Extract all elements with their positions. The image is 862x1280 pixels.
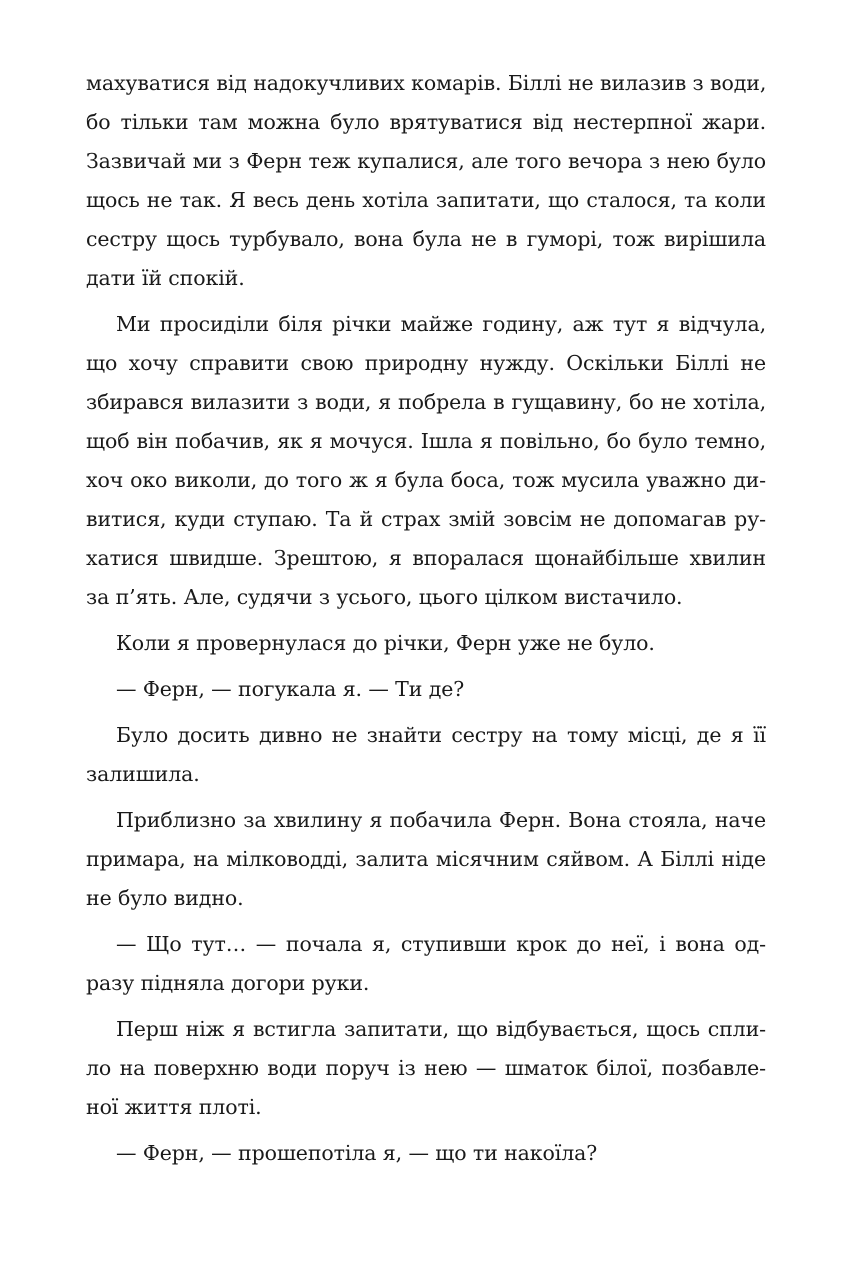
text-line: залишила. [86, 762, 200, 786]
text-line: збирався вилазити з води, я побрела в гущавину, бо не хотіла, [86, 390, 766, 414]
dialogue-line: — Що тут… — почала я, ступивши крок до неї, і вона од- [116, 932, 766, 956]
text-line: ло на поверхню води поруч із нею — шматок білої, позбавле- [86, 1056, 766, 1080]
text-line: Було досить дивно не знайти сестру на тому місці, де я її [116, 723, 766, 747]
text-line: ної життя плоті. [86, 1095, 262, 1119]
text-line: хатися швидше. Зрештою, я впоралася щонайбільше хвилин [86, 546, 766, 570]
dialogue-line: — Ферн, — прошепотіла я, — що ти накоїла? [116, 1141, 598, 1165]
text-line: щось не так. Я весь день хотіла запитати, що сталося, та коли [86, 188, 766, 212]
text-line: дати їй спокій. [86, 266, 245, 290]
text-line: Ми просиділи біля річки майже годину, аж тут я відчула, [116, 312, 766, 336]
text-line: не було видно. [86, 886, 244, 910]
text-line: Коли я провернулася до річки, Ферн уже не було. [116, 631, 655, 655]
text-line: разу підняла догори руки. [86, 971, 370, 995]
text-line: хоч око виколи, до того ж я була боса, тож мусила уважно ди- [86, 468, 766, 492]
text-line: за п’ять. Але, судячи з усього, цього цілком вистачило. [86, 585, 683, 609]
body-text [86, 64, 766, 1173]
text-line: сестру щось турбувало, вона була не в гуморі, тож вирішила [86, 227, 766, 251]
text-line: Зазвичай ми з Ферн теж купалися, але того вечора з нею було [86, 149, 766, 173]
text-line: Приблизно за хвилину я побачила Ферн. Вона стояла, наче [116, 808, 766, 832]
text-line: щоб він побачив, як я мочуся. Ішла я повільно, бо було темно, [86, 429, 766, 453]
text-line: витися, куди ступаю. Та й страх змій зовсім не допомагав ру- [86, 507, 766, 531]
text-line: що хочу справити свою природну нужду. Оскільки Біллі не [86, 351, 766, 375]
text-line: бо тільки там можна було врятуватися від нестерпної жари. [86, 110, 766, 134]
text-line: махуватися від надокучливих комарів. Біллі не вилазив з води, [86, 71, 767, 95]
dialogue-line: — Ферн, — погукала я. — Ти де? [116, 677, 465, 701]
text-line: примара, на мілководді, залита місячним сяйвом. А Біллі ніде [86, 847, 766, 871]
text-line: Перш ніж я встигла запитати, що відбувається, щось спли- [116, 1017, 766, 1041]
